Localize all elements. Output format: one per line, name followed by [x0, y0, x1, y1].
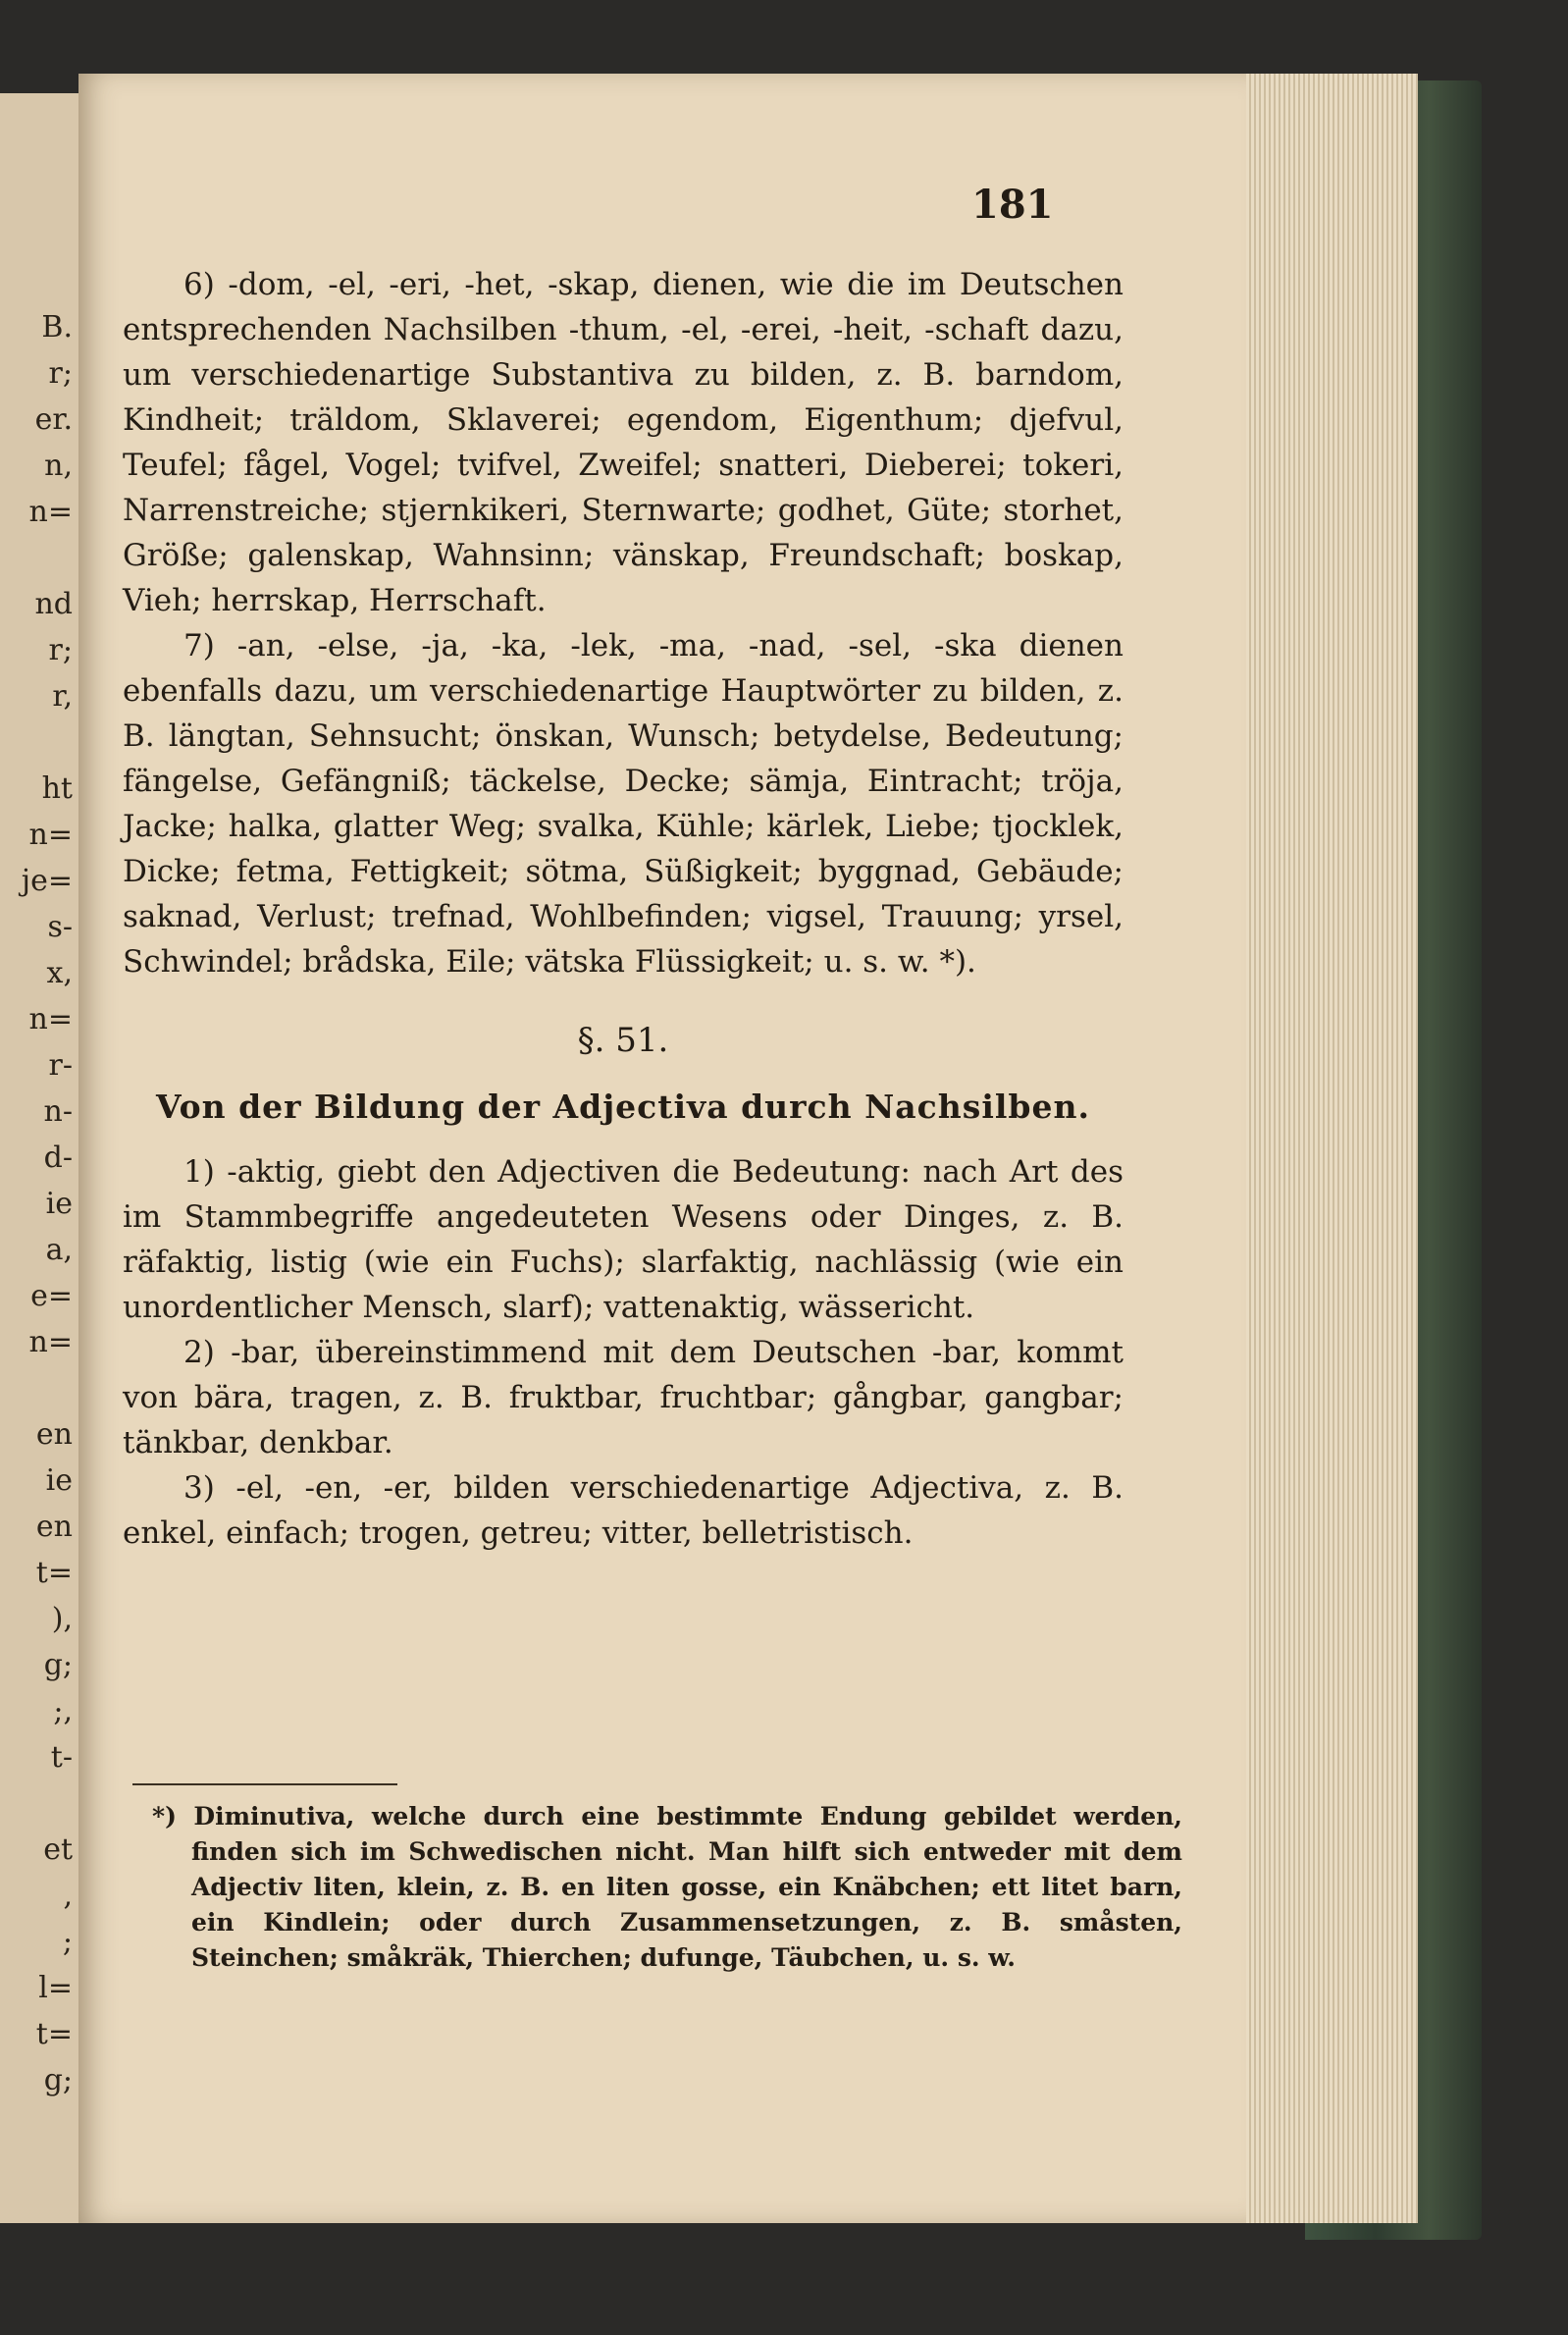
- page-number: 181: [971, 182, 1054, 228]
- body-text: [123, 262, 1124, 1556]
- paragraph: 7) -an, -else, -ja, -ka, -lek, -ma, -nad, -sel, -ska dienen ebenfalls dazu, um verschiedenartige Hauptwörter zu bilden, z. B. längtan, Sehnsucht; önskan, Wunsch; betydelse, Bedeutung; fängelse, Gefängniß; täckelse, Decke; sämja, Eintracht; tröja, Jacke; halka, glatter Weg; svalka, Kühle; kärlek, Liebe; tjocklek, Dicke; fetma, Fettigkeit; sötma, Süßigkeit; byggnad, Gebäude; saknad, Verlust; trefnad, Wohlbefinden; vigsel, Trauung; yrsel, Schwindel; brådska, Eile; vätska Flüssigkeit; u. s. w. *).: [123, 628, 1124, 980]
- paragraph: 6) -dom, -el, -eri, -het, -skap, dienen, wie die im Deutschen entsprechenden Nachsilben -thum, -el, -erei, -heit, -schaft dazu, um verschiedenartige Substantiva zu bilden, z. B. barndom, Kindheit; träldom, Sklaverei; egendom, Eigenthum; djefvul, Teufel; fågel, Vogel; tvifvel, Zweifel; snatteri, Dieberei; tokeri, Narrenstreiche; stjernkikeri, Sternwarte; godhet, Güte; storhet, Größe; galenskap, Wahnsinn; vänskap, Freundschaft; boskap, Vieh; herrskap, Herrschaft.: [123, 267, 1124, 618]
- paragraph: 3) -el, -en, -er, bilden verschiedenartige Adjectiva, z. B. enkel, einfach; trogen, getreu; vitter, belletristisch.: [123, 1470, 1124, 1551]
- page-stack: [1236, 74, 1418, 2223]
- footnote-divider: [132, 1783, 397, 1785]
- left-page-edge-text: B. r; er. n, n= nd r; r, ht n= je= s- x, n= r- n- d- ie a, e= n= en ie en t= ), g; ;, t- et , ; l= t= g;: [21, 310, 73, 2097]
- footnote: *) Diminutiva, welche durch eine bestimmte Endung gebildet werden, finden sich im Schwedischen nicht. Man hilft sich entweder mit dem Adjectiv liten, klein, z. B. en liten gosse, ein Knäbchen; ett litet barn, ein Kindlein; oder durch Zusammensetzungen, z. B. småsten, Steinchen; småkräk, Thierchen; dufunge, Täubchen, u. s. w.: [152, 1802, 1182, 1972]
- section-heading: Von der Bildung der Adjectiva durch Nachsilben.: [156, 1088, 1090, 1126]
- book-page: [78, 74, 1246, 2223]
- left-page-edge: [0, 93, 81, 2223]
- paragraph: 1) -aktig, giebt den Adjectiven die Bedeutung: nach Art des im Stammbegriffe angedeuteten Wesens oder Dinges, z. B. räfaktig, listig (wie ein Fuchs); slarfaktig, nachlässig (wie ein unordentlicher Mensch, slarf); vattenaktig, wässericht.: [123, 1154, 1124, 1325]
- paragraph: 2) -bar, übereinstimmend mit dem Deutschen -bar, kommt von bära, tragen, z. B. fruktbar, fruchtbar; gångbar, gangbar; tänkbar, denkbar.: [123, 1335, 1124, 1460]
- section-number: §. 51.: [577, 1021, 669, 1060]
